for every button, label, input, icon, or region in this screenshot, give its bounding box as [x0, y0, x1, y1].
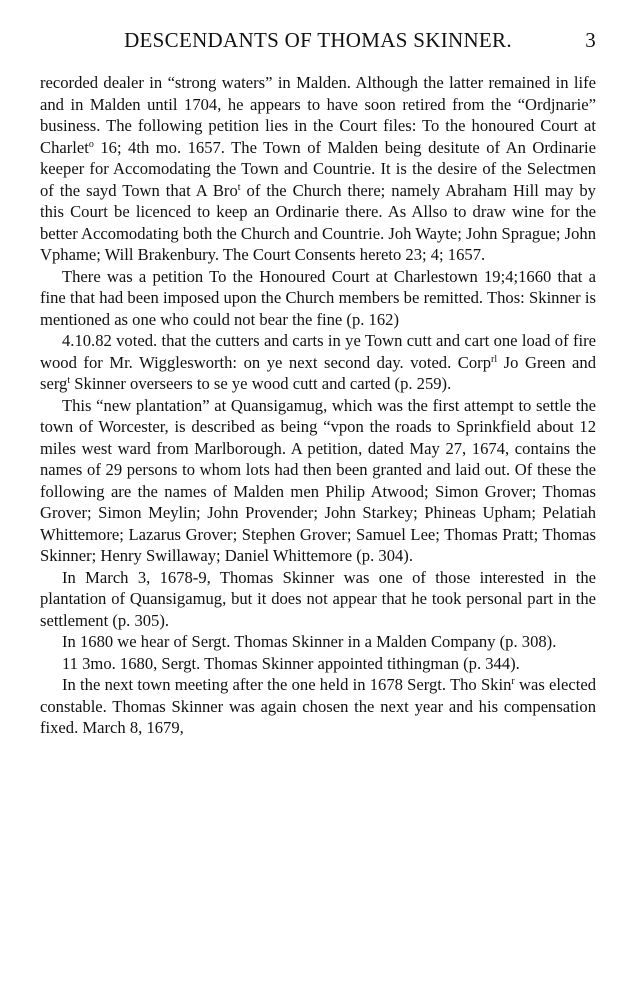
paragraph — [40, 395, 596, 567]
document-page — [40, 28, 596, 739]
paragraph — [40, 72, 596, 266]
superscript-abbrev: r — [511, 676, 515, 687]
page-number: 3 — [585, 28, 596, 52]
text-run: 16; 4th mo. 1657. The Town of Malden being desitute of An Ordinarie keeper for Accomodating the Town and Countrie. It is the desire of the Selectmen of the sayd Town that A Bro — [40, 137, 596, 200]
text-run: recorded dealer in “strong waters” in Malden. Although the latter remained in life and in Malden until 1704, he appears to have soon retired from the “Ordjnarie” business. The following petition lies in the Court files: To the honoured Court at Charlet — [40, 73, 596, 157]
superscript-abbrev: rl — [491, 353, 498, 365]
paragraph — [40, 330, 596, 395]
text-run: of the Church there; namely Abraham Hill may by this Court be licenced to keep an Ordinarie there. As Allso to draw wine for the better Accomodating both the Church and Countrie. Joh Wayte; John Sprague; John Vphame; Will Brakenbury. The Court Consents hereto 23; 4; 1657. — [40, 180, 596, 264]
superscript-abbrev: t — [67, 375, 71, 386]
text-run: was elected constable. Thomas Skinner was again chosen the next year and his compensation fixed. March 8, 1679, — [40, 675, 596, 737]
text-run: There was a petition To the Honoured Court at Charlestown 19;4;1660 that a fine that had been imposed upon the Church members be remitted. Thos: Skinner is mentioned as one who could not bear the fine (p. 162) — [40, 266, 596, 329]
text-run: This “new plantation” at Quansigamug, which was the first attempt to settle the town of Worcester, is described as being “vpon the roads to Sprinkfield about 12 miles west ward from Marlborough. A petition, dated May 27, 1674, contains the names of 29 persons to whom lots had then been granted and laid out. Of these the following are the names of Malden men Philip Atwood; Simon Grover; Thomas Grover; Simon Meylin; John Provender; John Starkey; Phineas Upham; Pelatiah Whittemore; Lazarus Grover; Stephen Grover; Samuel Lee; Thomas Pratt; Thomas Skinner; Henry Swillaway; Daniel Whittemore (p. 304). — [40, 395, 596, 565]
text-run: Skinner overseers to se ye wood cutt and carted (p. 259). — [70, 374, 452, 393]
text-run: In March 3, 1678-9, Thomas Skinner was one of those interested in the plantation of Quansigamug, but it does not appear that he took personal part in the settlement (p. 305). — [40, 567, 596, 630]
paragraph — [40, 674, 596, 739]
text-run: In 1680 we hear of Sergt. Thomas Skinner in a Malden Company (p. 308). — [62, 632, 557, 651]
running-header — [40, 28, 596, 58]
paragraph — [40, 653, 596, 675]
superscript-abbrev: o — [88, 138, 94, 150]
text-run: In the next town meeting after the one held in 1678 Sergt. Tho Skin — [62, 675, 512, 694]
paragraph — [40, 567, 596, 632]
text-run: 11 3mo. 1680, Sergt. Thomas Skinner appointed tithingman (p. 344). — [62, 653, 520, 673]
text-run: 4.10.82 voted. that the cutters and carts in ye Town cutt and cart one load of fire wood for Mr. Wigglesworth: on ye next second day. voted. Corp — [40, 331, 596, 372]
paragraph — [40, 631, 596, 653]
text-run: Jo Green and serg — [40, 352, 596, 393]
paragraph — [40, 266, 596, 331]
page-title: DESCENDANTS OF THOMAS SKINNER. — [124, 28, 512, 52]
superscript-abbrev: t — [237, 181, 241, 193]
body-text — [40, 72, 596, 739]
